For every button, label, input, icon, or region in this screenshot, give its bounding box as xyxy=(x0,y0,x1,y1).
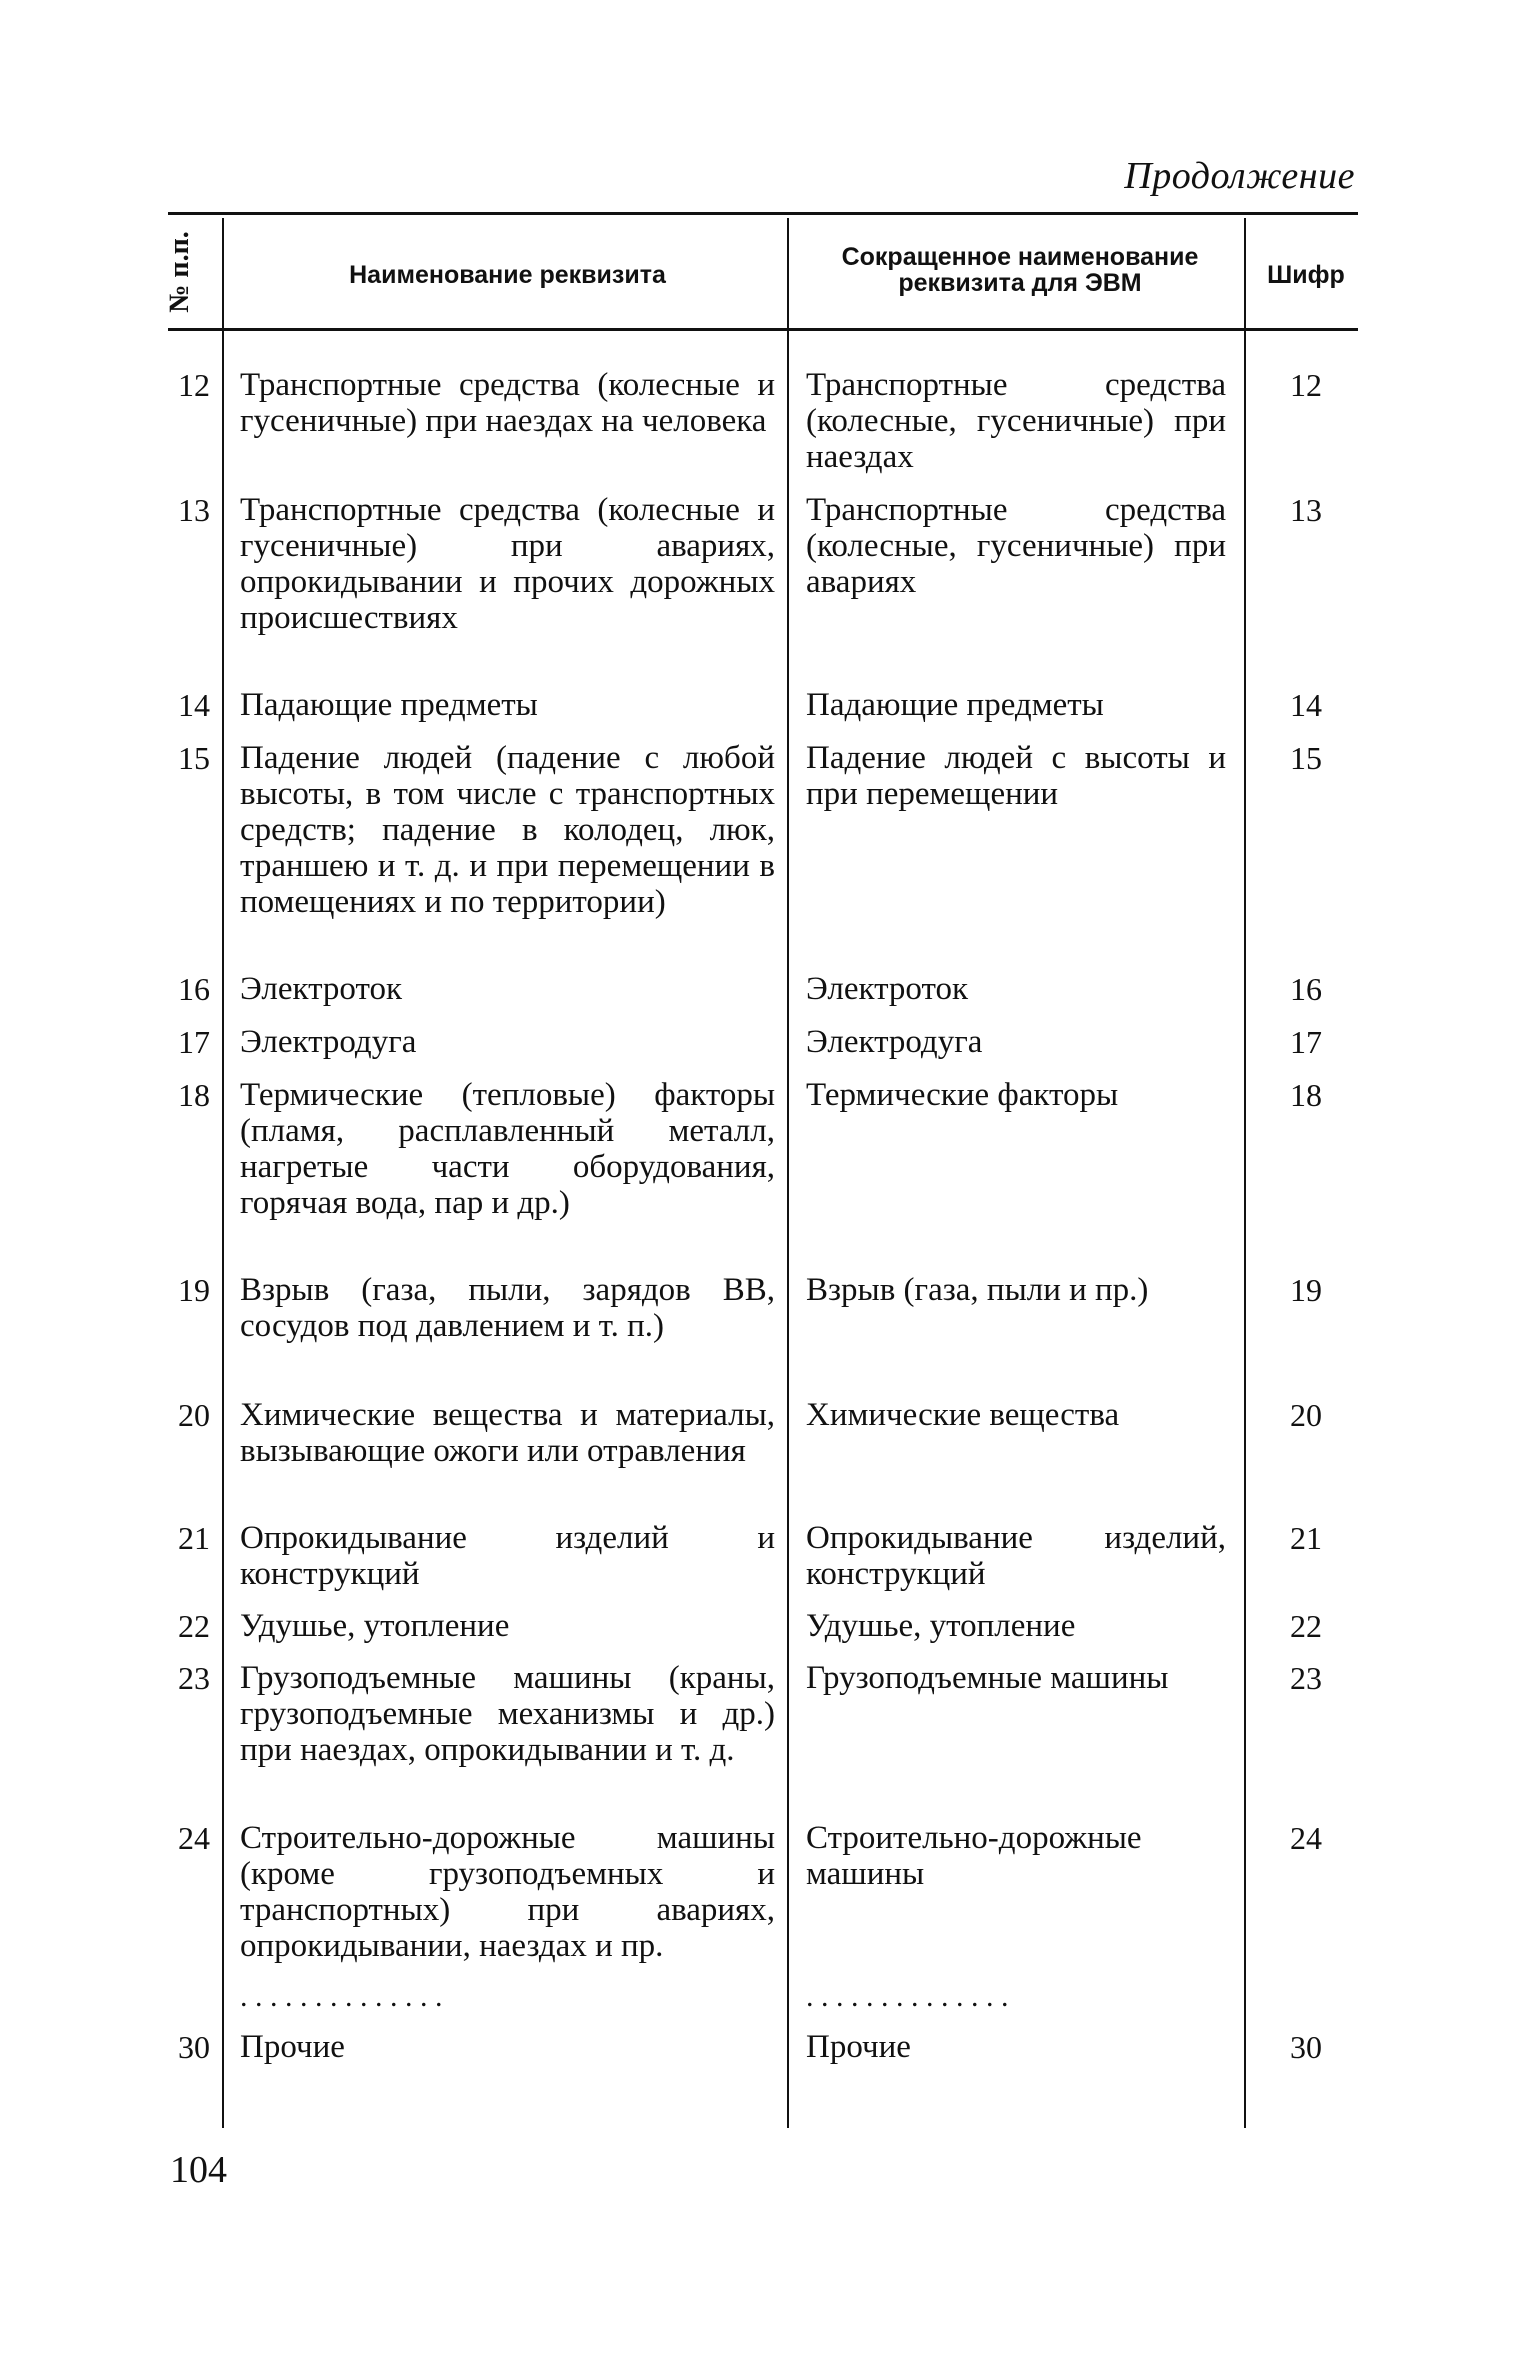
row-short-name: Термические факторы xyxy=(806,1077,1119,1113)
row-number: 20 xyxy=(178,1397,210,1433)
header-short-name: Сокращенное наименование реквизита для ЭВМ xyxy=(841,243,1199,297)
row-number: 12 xyxy=(178,367,210,403)
row-code: 13 xyxy=(1290,492,1322,528)
table-header-rule xyxy=(168,328,1358,331)
row-name: Взрыв (газа, пыли, зарядов ВВ, сосудов под давлением и т. п.) xyxy=(240,1272,775,1344)
row-name: Строительно-дорожные машины (кроме грузоподъемных и транспортных) при авариях, опрокидывании, наездах и пр. xyxy=(240,1820,775,1964)
row-code: 16 xyxy=(1290,971,1322,1007)
row-short-name: Прочие xyxy=(806,2029,911,2065)
row-number: 22 xyxy=(178,1608,210,1644)
row-code: 23 xyxy=(1290,1660,1322,1696)
row-code: 19 xyxy=(1290,1272,1322,1308)
column-divider-3 xyxy=(1244,218,1246,2128)
column-divider-2 xyxy=(787,218,789,2128)
row-name: Электродуга xyxy=(240,1024,417,1060)
row-number: 21 xyxy=(178,1520,210,1556)
row-code: 24 xyxy=(1290,1820,1322,1856)
row-short-name: Удушье, утопление xyxy=(806,1608,1076,1644)
row-short-name: Электродуга xyxy=(806,1024,983,1060)
row-name: Удушье, утопление xyxy=(240,1608,510,1644)
row-short-name: Падение людей с высоты и при перемещении xyxy=(806,740,1226,812)
row-number: 19 xyxy=(178,1272,210,1308)
row-code: 15 xyxy=(1290,740,1322,776)
row-code: 20 xyxy=(1290,1397,1322,1433)
row-code: 14 xyxy=(1290,687,1322,723)
header-code: Шифр xyxy=(1267,261,1345,289)
omission-dots-name: . . . . . . . . . . . . . . xyxy=(240,1980,443,2013)
row-name: Падающие предметы xyxy=(240,687,538,723)
row-code: 22 xyxy=(1290,1608,1322,1644)
row-short-name: Транспортные средства (колесные, гусеничные) при наездах xyxy=(806,367,1226,475)
row-code: 30 xyxy=(1290,2029,1322,2065)
row-name: Транспортные средства (колесные и гусеничные) при авариях, опрокидывании и прочих дорожных происшествиях xyxy=(240,492,775,636)
row-code: 21 xyxy=(1290,1520,1322,1556)
page-number: 104 xyxy=(170,2149,227,2191)
row-number: 18 xyxy=(178,1077,210,1113)
row-number: 13 xyxy=(178,492,210,528)
row-number: 30 xyxy=(178,2029,210,2065)
column-divider-1 xyxy=(222,218,224,2128)
row-short-name: Строительно-дорожные машины xyxy=(806,1820,1142,1892)
row-number: 16 xyxy=(178,971,210,1007)
row-number: 23 xyxy=(178,1660,210,1696)
row-short-name: Электроток xyxy=(806,971,968,1007)
row-code: 12 xyxy=(1290,367,1322,403)
row-name: Термические (тепловые) факторы (пламя, расплавленный металл, нагретые части оборудования, горячая вода, пар и др.) xyxy=(240,1077,775,1221)
row-number: 14 xyxy=(178,687,210,723)
header-number: № п.п. xyxy=(164,231,195,313)
row-number: 24 xyxy=(178,1820,210,1856)
row-name: Падение людей (падение с любой высоты, в том числе с транспортных средств; падение в колодец, люк, траншею и т. д. и при перемещении в помещениях и по территории) xyxy=(240,740,775,920)
row-short-name: Химические вещества xyxy=(806,1397,1120,1433)
row-name: Опрокидывание изделий и конструкций xyxy=(240,1520,775,1592)
table-top-rule xyxy=(168,212,1358,215)
row-short-name: Опрокидывание изделий, конструкций xyxy=(806,1520,1226,1592)
row-number: 17 xyxy=(178,1024,210,1060)
continuation-heading: Продолжение xyxy=(1124,155,1355,197)
row-short-name: Грузоподъемные машины xyxy=(806,1660,1169,1696)
row-code: 17 xyxy=(1290,1024,1322,1060)
header-name: Наименование реквизита xyxy=(349,261,666,289)
row-short-name: Транспортные средства (колесные, гусеничные) при авариях xyxy=(806,492,1226,600)
row-code: 18 xyxy=(1290,1077,1322,1113)
row-number: 15 xyxy=(178,740,210,776)
omission-dots-short: . . . . . . . . . . . . . . xyxy=(806,1980,1009,2013)
row-name: Транспортные средства (колесные и гусеничные) при наездах на человека xyxy=(240,367,775,439)
row-short-name: Падающие предметы xyxy=(806,687,1104,723)
row-name: Грузоподъемные машины (краны, грузоподъемные механизмы и др.) при наездах, опрокидывании и т. д. xyxy=(240,1660,775,1768)
row-name: Химические вещества и материалы, вызывающие ожоги или отравления xyxy=(240,1397,775,1469)
row-name: Прочие xyxy=(240,2029,345,2065)
row-name: Электроток xyxy=(240,971,402,1007)
row-short-name: Взрыв (газа, пыли и пр.) xyxy=(806,1272,1149,1308)
